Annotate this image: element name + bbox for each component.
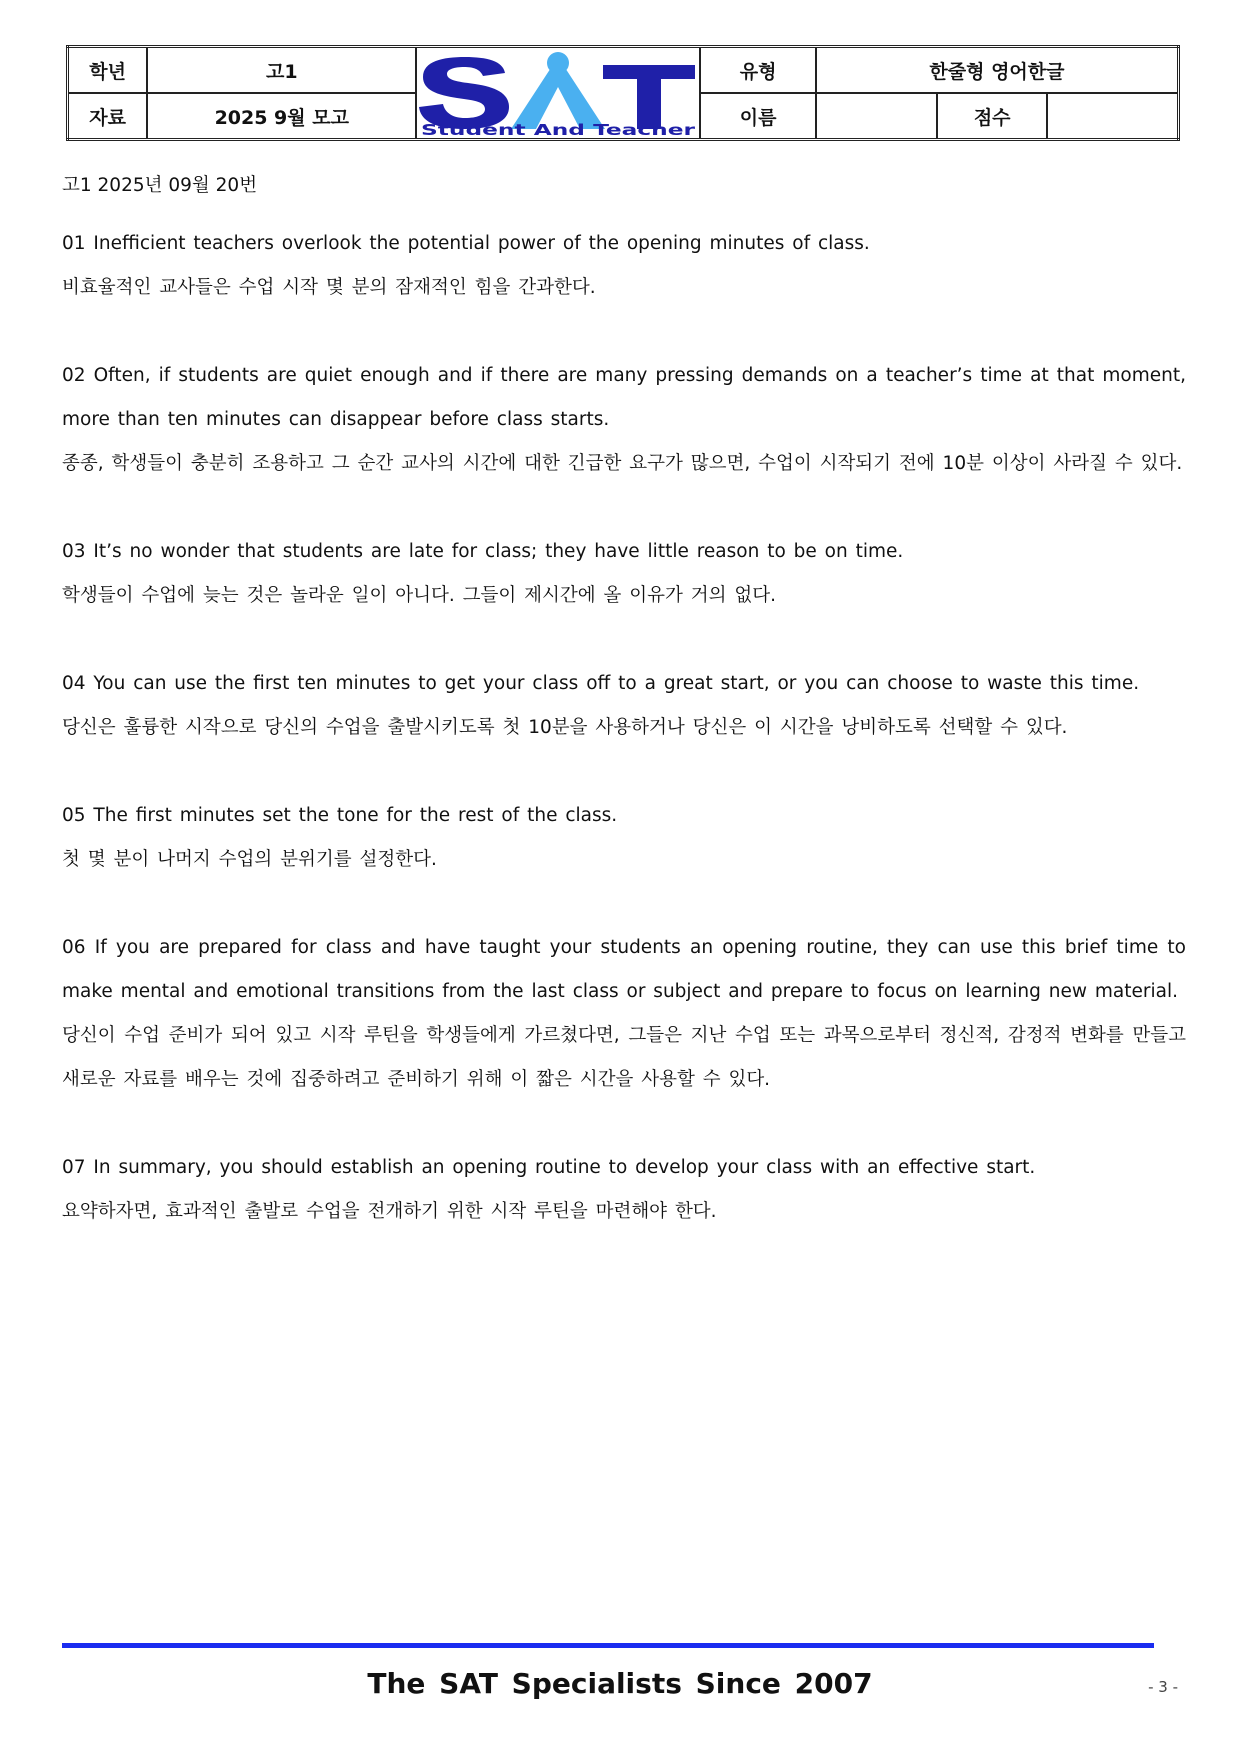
footer-slogan: The SAT Specialists Since 2007: [367, 1667, 873, 1700]
english-sentence: 06 If you are prepared for class and have taught your students an opening routine, they can use this brief time to make mental and emotional transitions from the last class or subject and prepare to focus on learning new material.: [62, 937, 1186, 1002]
type-label: 유형: [700, 47, 816, 94]
material-value: 2025 9월 모고: [147, 93, 416, 140]
sentence-item: [62, 662, 1186, 750]
document-body: [62, 168, 1186, 1278]
korean-translation: 당신은 훌륭한 시작으로 당신의 수업을 출발시키도록 첫 10분을 사용하거나 당신은 이 시간을 낭비하도록 선택할 수 있다.: [62, 717, 1068, 738]
korean-translation: 요약하자면, 효과적인 출발로 수업을 전개하기 위한 시작 루틴을 마련해야 한다.: [62, 1201, 717, 1222]
english-sentence: 03 It’s no wonder that students are late for class; they have little reason to be on time.: [62, 541, 904, 562]
name-field[interactable]: [816, 93, 937, 140]
korean-translation: 당신이 수업 준비가 되어 있고 시작 루틴을 학생들에게 가르쳤다면, 그들은 지난 수업 또는 과목으로부터 정신적, 감정적 변화를 만들고 새로운 자료를 배우는 것에 집중하려고 준비하기 위해 이 짧은 시간을 사용할 수 있다.: [62, 1025, 1186, 1090]
sentence-item: [62, 1146, 1186, 1234]
sentence-item: [62, 530, 1186, 618]
sentence-item: [62, 222, 1186, 310]
name-label: 이름: [700, 93, 816, 140]
footer-divider: [62, 1643, 1154, 1648]
sat-logo-icon: [417, 49, 699, 137]
sentence-item: [62, 926, 1186, 1102]
korean-translation: 첫 몇 분이 나머지 수업의 분위기를 설정한다.: [62, 849, 437, 870]
sat-logo: [417, 49, 699, 137]
header-table: [66, 45, 1180, 141]
grade-value: 고1: [147, 47, 416, 94]
score-label: 점수: [937, 93, 1047, 140]
grade-label: 학년: [68, 47, 148, 94]
korean-translation: 종종, 학생들이 충분히 조용하고 그 순간 교사의 시간에 대한 긴급한 요구가 많으면, 수업이 시작되기 전에 10분 이상이 사라질 수 있다.: [62, 453, 1183, 474]
korean-translation: 비효율적인 교사들은 수업 시작 몇 분의 잠재적인 힘을 간과한다.: [62, 277, 596, 298]
logo-cell: [416, 47, 700, 140]
korean-translation: 학생들이 수업에 늦는 것은 놀라운 일이 아니다. 그들이 제시간에 올 이유가 거의 없다.: [62, 585, 776, 606]
sentence-item: [62, 794, 1186, 882]
page-number: - 3 -: [1148, 1678, 1178, 1696]
logo-subtitle: Student And Teacher: [421, 121, 697, 137]
english-sentence: 05 The first minutes set the tone for the rest of the class.: [62, 805, 618, 826]
material-label: 자료: [68, 93, 148, 140]
document-title: 고1 2025년 09월 20번: [62, 175, 258, 196]
english-sentence: 07 In summary, you should establish an opening routine to develop your class with an effective start.: [62, 1157, 1036, 1178]
sentence-item: [62, 354, 1186, 486]
english-sentence: 01 Inefficient teachers overlook the potential power of the opening minutes of class.: [62, 233, 870, 254]
english-sentence: 02 Often, if students are quiet enough and if there are many pressing demands on a teacher’s time at that moment, more than ten minutes can disappear before class starts.: [62, 365, 1186, 430]
score-field[interactable]: [1047, 93, 1179, 140]
english-sentence: 04 You can use the first ten minutes to get your class off to a great start, or you can choose to waste this time.: [62, 673, 1140, 694]
type-value: 한줄형 영어한글: [816, 47, 1179, 94]
